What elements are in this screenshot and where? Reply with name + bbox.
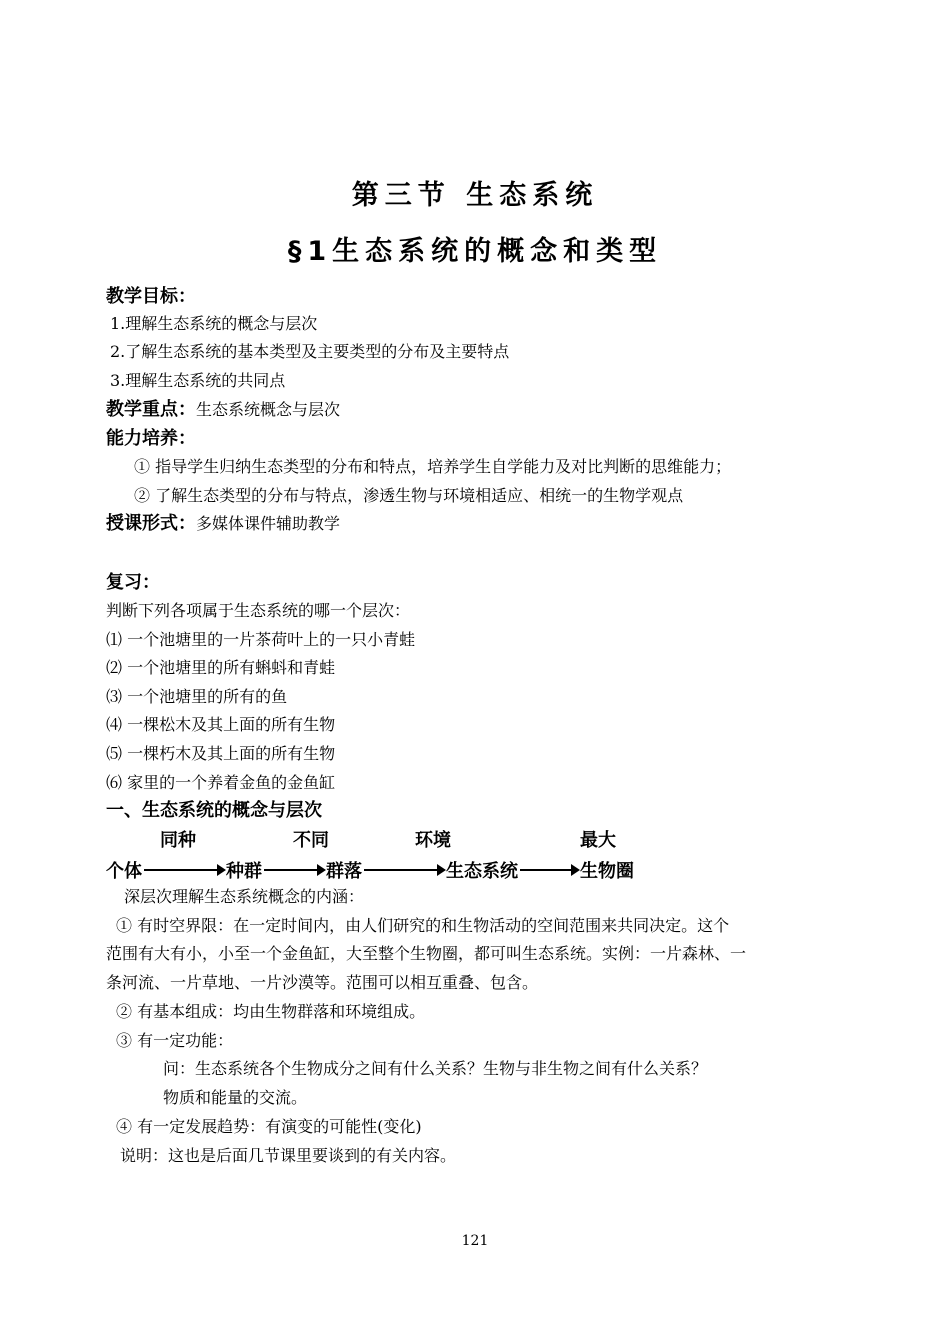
page-number: 121	[461, 1233, 489, 1249]
teaching-form-text: 多媒体课件辅助教学	[196, 514, 341, 533]
concept-point: ④ 有一定发展趋势：有演变的可能性(变化)	[116, 1117, 422, 1136]
arrow-icon	[364, 869, 444, 871]
objective-item: 1.理解生态系统的概念与层次	[110, 314, 318, 333]
review-item: ⑹ 家里的一个养着金鱼的金鱼缸	[106, 773, 336, 792]
flow-node: 种群	[226, 861, 262, 882]
concept-point: ① 有时空界限：在一定时间内，由人们研究的和生物活动的空间范围来共同决定。这个	[116, 916, 730, 935]
flow-label: 最大	[580, 830, 616, 851]
section1-intro: 深层次理解生态系统概念的内涵：	[124, 887, 365, 906]
review-item: ⑶ 一个池塘里的所有的鱼	[106, 687, 288, 706]
page-title: 第三节 生态系统	[351, 180, 599, 211]
objective-item: 3.理解生态系统的共同点	[110, 371, 286, 390]
flow-label: 同种	[160, 830, 196, 851]
concept-point: ② 有基本组成：均由生物群落和环境组成。	[116, 1002, 426, 1021]
teaching-form-heading: 授课形式：	[106, 513, 196, 534]
arrow-icon	[520, 869, 578, 871]
flow-node: 生态系统	[446, 861, 518, 882]
key-point	[106, 399, 340, 421]
arrow-icon	[144, 869, 224, 871]
review-item: ⑴ 一个池塘里的一片茶荷叶上的一只小青蛙	[106, 630, 416, 649]
review-question: 判断下列各项属于生态系统的哪一个层次：	[106, 601, 411, 620]
review-item: ⑵ 一个池塘里的所有蝌蚪和青蛙	[106, 658, 336, 677]
objective-item: 2.了解生态系统的基本类型及主要类型的分布及主要特点	[110, 342, 510, 361]
arrow-icon	[264, 869, 324, 871]
concept-point-continued: 范围有大有小，小至一个金鱼缸，大至整个生物圈，都可叫生态系统。实例：一片森林、一	[106, 944, 747, 963]
ability-item: ① 指导学生归纳生态类型的分布和特点，培养学生自学能力及对比判断的思维能力；	[134, 457, 732, 476]
flow-node: 个体	[106, 861, 142, 882]
teaching-form	[106, 513, 340, 535]
review-heading: 复习：	[106, 572, 160, 593]
key-point-text: 生态系统概念与层次	[196, 400, 341, 419]
flow-node: 生物圈	[580, 861, 634, 882]
ability-heading: 能力培养：	[106, 428, 196, 449]
ability-item: ② 了解生态类型的分布与特点，渗透生物与环境相适应、相统一的生物学观点	[134, 486, 684, 505]
concept-point: ③ 有一定功能：	[116, 1031, 234, 1050]
hierarchy-flow	[106, 858, 634, 882]
page-subtitle: §1生态系统的概念和类型	[287, 236, 663, 267]
concept-point-continued: 条河流、一片草地、一片沙漠等。范围可以相互重叠、包含。	[106, 973, 539, 992]
flow-node: 群落	[326, 861, 362, 882]
objectives-heading: 教学目标：	[106, 286, 196, 307]
key-point-heading: 教学重点：	[106, 399, 196, 420]
review-item: ⑸ 一棵朽木及其上面的所有生物	[106, 744, 336, 763]
flow-label: 不同	[293, 830, 329, 851]
section1-heading: 一、生态系统的概念与层次	[106, 800, 322, 821]
discussion-question: 问：生态系统各个生物成分之间有什么关系？生物与非生物之间有什么关系？	[163, 1059, 708, 1078]
flow-label: 环境	[415, 830, 451, 851]
section1-note: 说明：这也是后面几节课里要谈到的有关内容。	[120, 1146, 457, 1165]
review-item: ⑷ 一棵松木及其上面的所有生物	[106, 715, 336, 734]
discussion-answer: 物质和能量的交流。	[163, 1088, 308, 1107]
